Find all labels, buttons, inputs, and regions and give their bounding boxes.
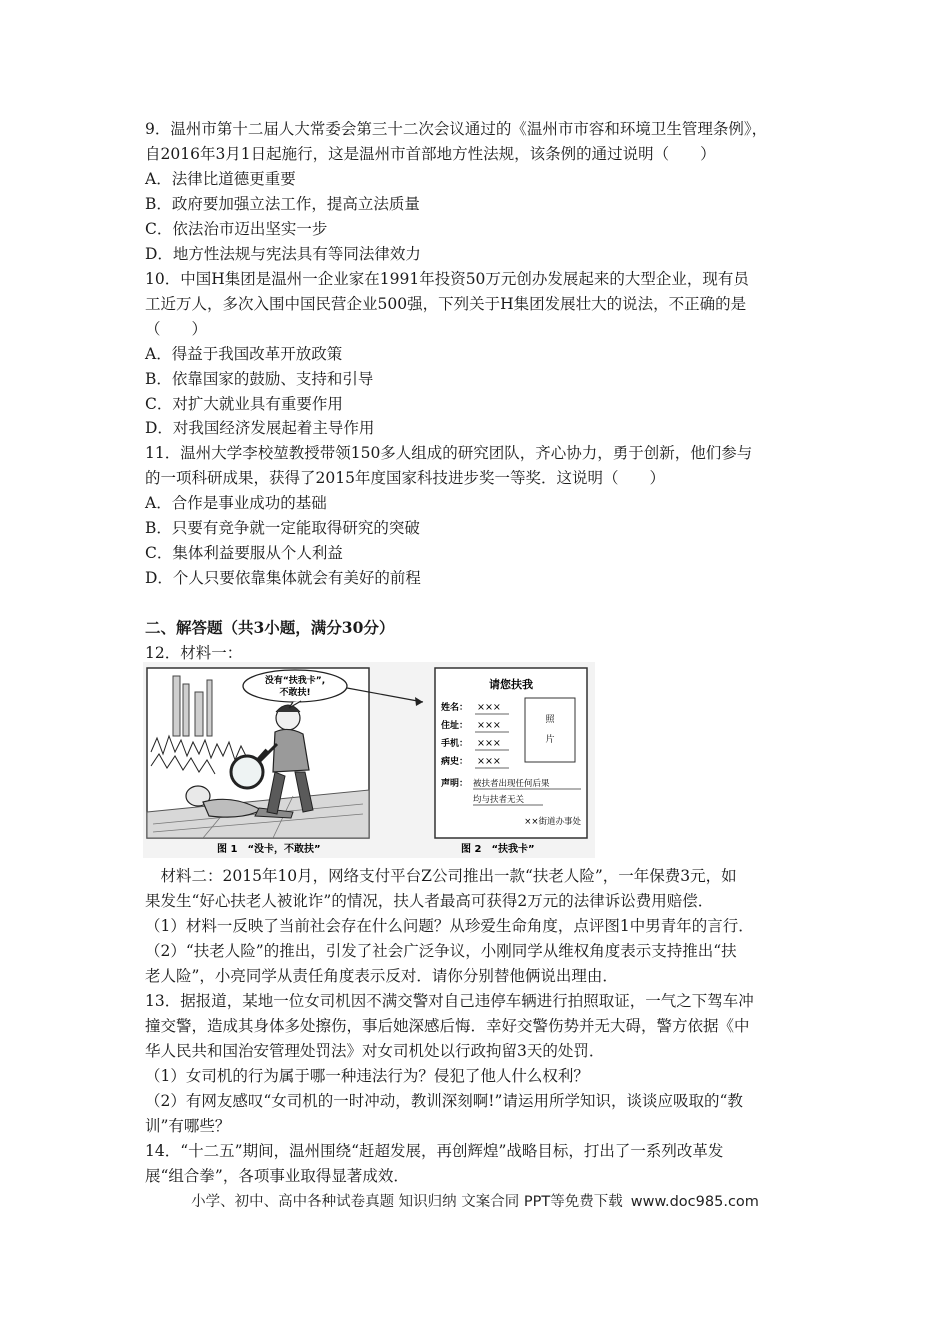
q10-option-d: D．对我国经济发展起着主导作用 [145, 419, 375, 437]
q10-stem-line-2: 工近万人，多次入围中国民营企业500强，下列关于H集团发展壮大的说法，不正确的是 [145, 295, 747, 313]
q12-question-2-line-1: （2）“扶老人险”的推出，引发了社会广泛争议，小刚同学从维权角度表示支持推出“扶 [145, 942, 737, 960]
card-field-label-phone: 手机： [441, 739, 469, 749]
card-issuer: ××街道办事处 [524, 817, 581, 827]
q11-option-b: B．只要有竞争就一定能取得研究的突破 [145, 519, 420, 537]
q11-option-d: D．个人只要依靠集体就会有美好的前程 [145, 569, 421, 587]
q12-question-2-line-2: 老人险”，小亮同学从责任角度表示反对．请你分别替他俩说出理由． [145, 967, 618, 985]
figure-caption-2: 图 2 “扶我卡” [461, 844, 535, 855]
q10-option-b: B．依靠国家的鼓励、支持和引导 [145, 370, 374, 388]
q12-material2-line-1: 材料二：2015年10月，网络支付平台Z公司推出一款“扶老人险”，一年保费3元，如 [145, 867, 737, 885]
q13-stem-line-3: 华人民共和国治安管理处罚法》对女司机处以行政拘留3天的处罚． [145, 1042, 605, 1060]
bubble-line-1: 没有“扶我卡”, [264, 676, 326, 686]
q13-stem-line-1: 13．据报道，某地一位女司机因不满交警对自己违停车辆进行拍照取证，一气之下驾车冲 [145, 992, 754, 1010]
card-field-label-name: 姓名： [441, 703, 469, 713]
card-field-value-phone: ××× [477, 738, 501, 749]
q9-stem-line-1: 9．温州市第十二届人大常委会第三十二次会议通过的《温州市市容和环境卫生管理条例》， [145, 120, 768, 138]
q10-option-a: A．得益于我国改革开放政策 [145, 345, 343, 363]
q11-option-a: A．合作是事业成功的基础 [145, 494, 327, 512]
q9-option-a: A．法律比道德更重要 [145, 170, 296, 188]
footer-url-link[interactable]: www.doc985.com [630, 1194, 759, 1210]
card-field-value-name: ××× [477, 702, 501, 713]
q12-question-1: （1）材料一反映了当前社会存在什么问题？从珍爱生命角度，点评图1中男青年的言行． [145, 917, 754, 935]
q13-question-2-line-1: （2）有网友感叹“女司机的一时冲动，教训深刻啊!”请运用所学知识，谈谈应吸取的“教 [145, 1092, 743, 1110]
card-statement-line-1: 被扶者出现任何后果 [473, 779, 550, 789]
card-field-value-history: ××× [477, 756, 501, 767]
card-statement-line-2: 均与扶者无关 [473, 795, 525, 805]
card-photo-char-1: 照 [545, 715, 555, 725]
section-title: 二、解答题（共3小题，满分30分） [145, 618, 395, 637]
q11-stem-line-1: 11．温州大学李校堃教授带领150多人组成的研究团队，齐心协力，勇于创新，他们参与 [145, 444, 753, 462]
q13-question-2-line-2: 训”有哪些？ [145, 1117, 231, 1135]
q13-stem-line-2: 撞交警，造成其身体多处擦伤，事后她深感后悔．幸好交警伤势并无大碍，警方依据《中 [145, 1017, 750, 1035]
q12-label: 12．材料一： [145, 644, 243, 662]
q11-stem-line-2: 的一项科研成果，获得了2015年度国家科技进步奖一等奖．这说明（ ） [145, 469, 665, 487]
card-photo-char-2: 片 [545, 735, 555, 745]
q13-question-1: （1）女司机的行为属于哪一种违法行为？侵犯了他人什么权利？ [145, 1067, 589, 1085]
q10-option-c: C．对扩大就业具有重要作用 [145, 395, 343, 413]
footer [0, 1190, 950, 1211]
footer-text: 小学、初中、高中各种试卷真题 知识归纳 文案合同 PPT等免费下载 [191, 1194, 623, 1210]
q14-stem-line-1: 14．“十二五”期间，温州围绕“赶超发展，再创辉煌”战略目标，打出了一系列改革发 [145, 1142, 724, 1160]
card-statement-label: 声明： [441, 779, 469, 789]
q9-stem-line-2: 自2016年3月1日起施行，这是温州市首部地方性法规，该条例的通过说明（ ） [145, 145, 716, 163]
q10-stem-line-1: 10．中国H集团是温州一企业家在1991年投资50万元创办发展起来的大型企业，现有员 [145, 270, 749, 288]
card-title: 请您扶我 [489, 678, 533, 691]
card-field-label-address: 住址： [441, 721, 469, 731]
q9-option-b: B．政府要加强立法工作，提高立法质量 [145, 195, 420, 213]
q9-option-c: C．依法治市迈出坚实一步 [145, 220, 328, 238]
figure-caption-1: 图 1 “没卡，不敢扶” [217, 844, 321, 855]
q10-stem-line-3: （ ） [145, 320, 208, 338]
q12-figure-svg [143, 662, 595, 858]
bubble-line-2: 不敢扶! [279, 688, 311, 698]
q9-option-d: D．地方性法规与宪法具有等同法律效力 [145, 245, 421, 263]
q12-figure [143, 662, 595, 858]
card-photo-box [525, 698, 575, 762]
card-field-label-history: 病史： [441, 757, 469, 767]
q11-option-c: C．集体利益要服从个人利益 [145, 544, 343, 562]
q12-material2-line-2: 果发生“好心扶老人被讹诈”的情况，扶人者最高可获得2万元的法律诉讼费用赔偿． [145, 892, 714, 910]
card-field-value-address: ××× [477, 720, 501, 731]
q14-stem-line-2: 展“组合拳”，各项事业取得显著成效． [145, 1167, 409, 1185]
